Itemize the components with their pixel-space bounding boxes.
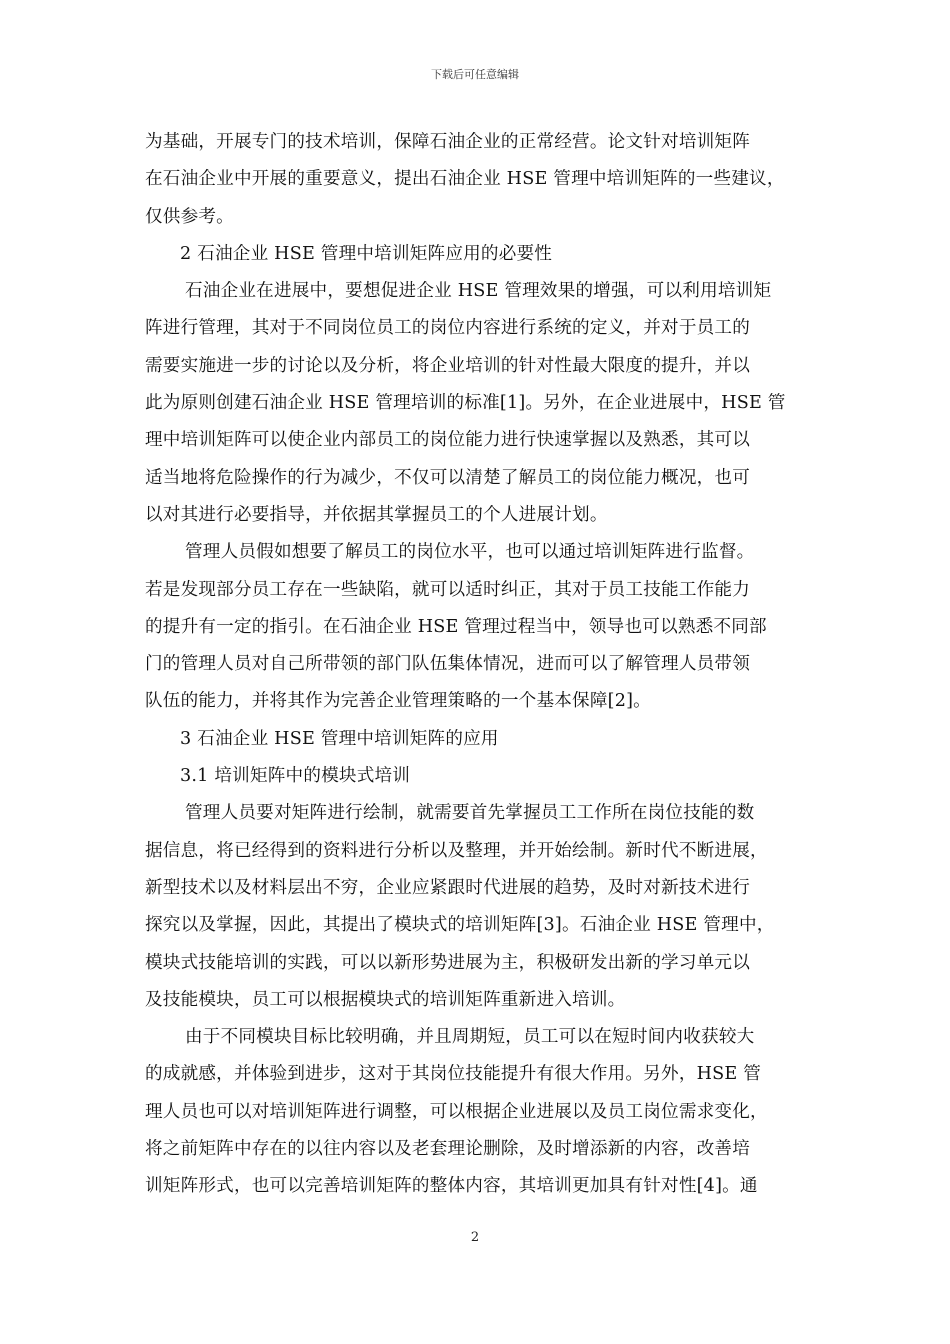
text-line: 石油企业在进展中，要想促进企业 HSE 管理效果的增强，可以利用培训矩: [185, 281, 772, 302]
subsection-heading: 3.1 培训矩阵中的模块式培训: [180, 766, 411, 787]
text-line: 在石油企业中开展的重要意义，提出石油企业 HSE 管理中培训矩阵的一些建议，: [145, 169, 785, 190]
text-line: 队伍的能力，并将其作为完善企业管理策略的一个基本保障[2]。: [145, 691, 651, 712]
text-line: 训矩阵形式，也可以完善培训矩阵的整体内容，其培训更加具有针对性[4]。通: [145, 1176, 758, 1197]
text-line: 此为原则创建石油企业 HSE 管理培训的标准[1]。另外，在企业进展中，HSE 管: [145, 393, 786, 414]
text-line: 新型技术以及材料层出不穷，企业应紧跟时代进展的趋势，及时对新技术进行: [145, 877, 750, 898]
body-text: [145, 124, 810, 1206]
text-line: 将之前矩阵中存在的以往内容以及老套理论删除，及时增添新的内容，改善培: [145, 1139, 750, 1160]
text-line: 的提升有一定的指引。在石油企业 HSE 管理过程当中，领导也可以熟悉不同部: [145, 616, 767, 637]
section-heading: 3 石油企业 HSE 管理中培训矩阵的应用: [180, 728, 499, 749]
text-line: 管理人员要对矩阵进行绘制，就需要首先掌握员工工作所在岗位技能的数: [185, 803, 755, 824]
text-line: 理人员也可以对培训矩阵进行调整，可以根据企业进展以及员工岗位需求变化，: [145, 1101, 768, 1122]
text-line: 由于不同模块目标比较明确，并且周期短，员工可以在短时间内收获较大: [185, 1027, 755, 1048]
page-number: 2: [470, 1230, 480, 1245]
text-line: 门的管理人员对自己所带领的部门队伍集体情况，进而可以了解管理人员带领: [145, 654, 750, 675]
text-line: 为基础，开展专门的技术培训，保障石油企业的正常经营。论文针对培训矩阵: [145, 132, 750, 152]
text-line: 探究以及掌握，因此，其提出了模块式的培训矩阵[3]。石油企业 HSE 管理中，: [145, 915, 775, 936]
text-line: 适当地将危险操作的行为减少，不仅可以清楚了解员工的岗位能力概况，也可: [145, 467, 750, 488]
text-line: 阵进行管理，其对于不同岗位员工的岗位内容进行系统的定义，并对于员工的: [145, 318, 750, 339]
text-line: 若是发现部分员工存在一些缺陷，就可以适时纠正，其对于员工技能工作能力: [145, 579, 750, 600]
text-line: 管理人员假如想要了解员工的岗位水平，也可以通过培训矩阵进行监督。: [185, 542, 755, 563]
section-heading: 2 石油企业 HSE 管理中培训矩阵应用的必要性: [180, 243, 553, 264]
text-line: 及技能模块，员工可以根据模块式的培训矩阵重新进入培训。: [145, 989, 626, 1010]
text-line: 以对其进行必要指导，并依据其掌握员工的个人进展计划。: [145, 504, 608, 525]
page-header: 下载后可任意编辑: [431, 68, 519, 81]
text-line: 需要实施进一步的讨论以及分析，将企业培训的针对性最大限度的提升，并以: [145, 355, 750, 376]
text-line: 的成就感，并体验到进步，这对于其岗位技能提升有很大作用。另外，HSE 管: [145, 1064, 762, 1085]
text-line: 理中培训矩阵可以使企业内部员工的岗位能力进行快速掌握以及熟悉，其可以: [145, 430, 750, 451]
text-line: 模块式技能培训的实践，可以以新形势进展为主，积极研发出新的学习单元以: [145, 952, 750, 973]
text-line: 仅供参考。: [145, 206, 234, 227]
text-line: 据信息，将已经得到的资料进行分析以及整理，并开始绘制。新时代不断进展，: [145, 840, 768, 861]
